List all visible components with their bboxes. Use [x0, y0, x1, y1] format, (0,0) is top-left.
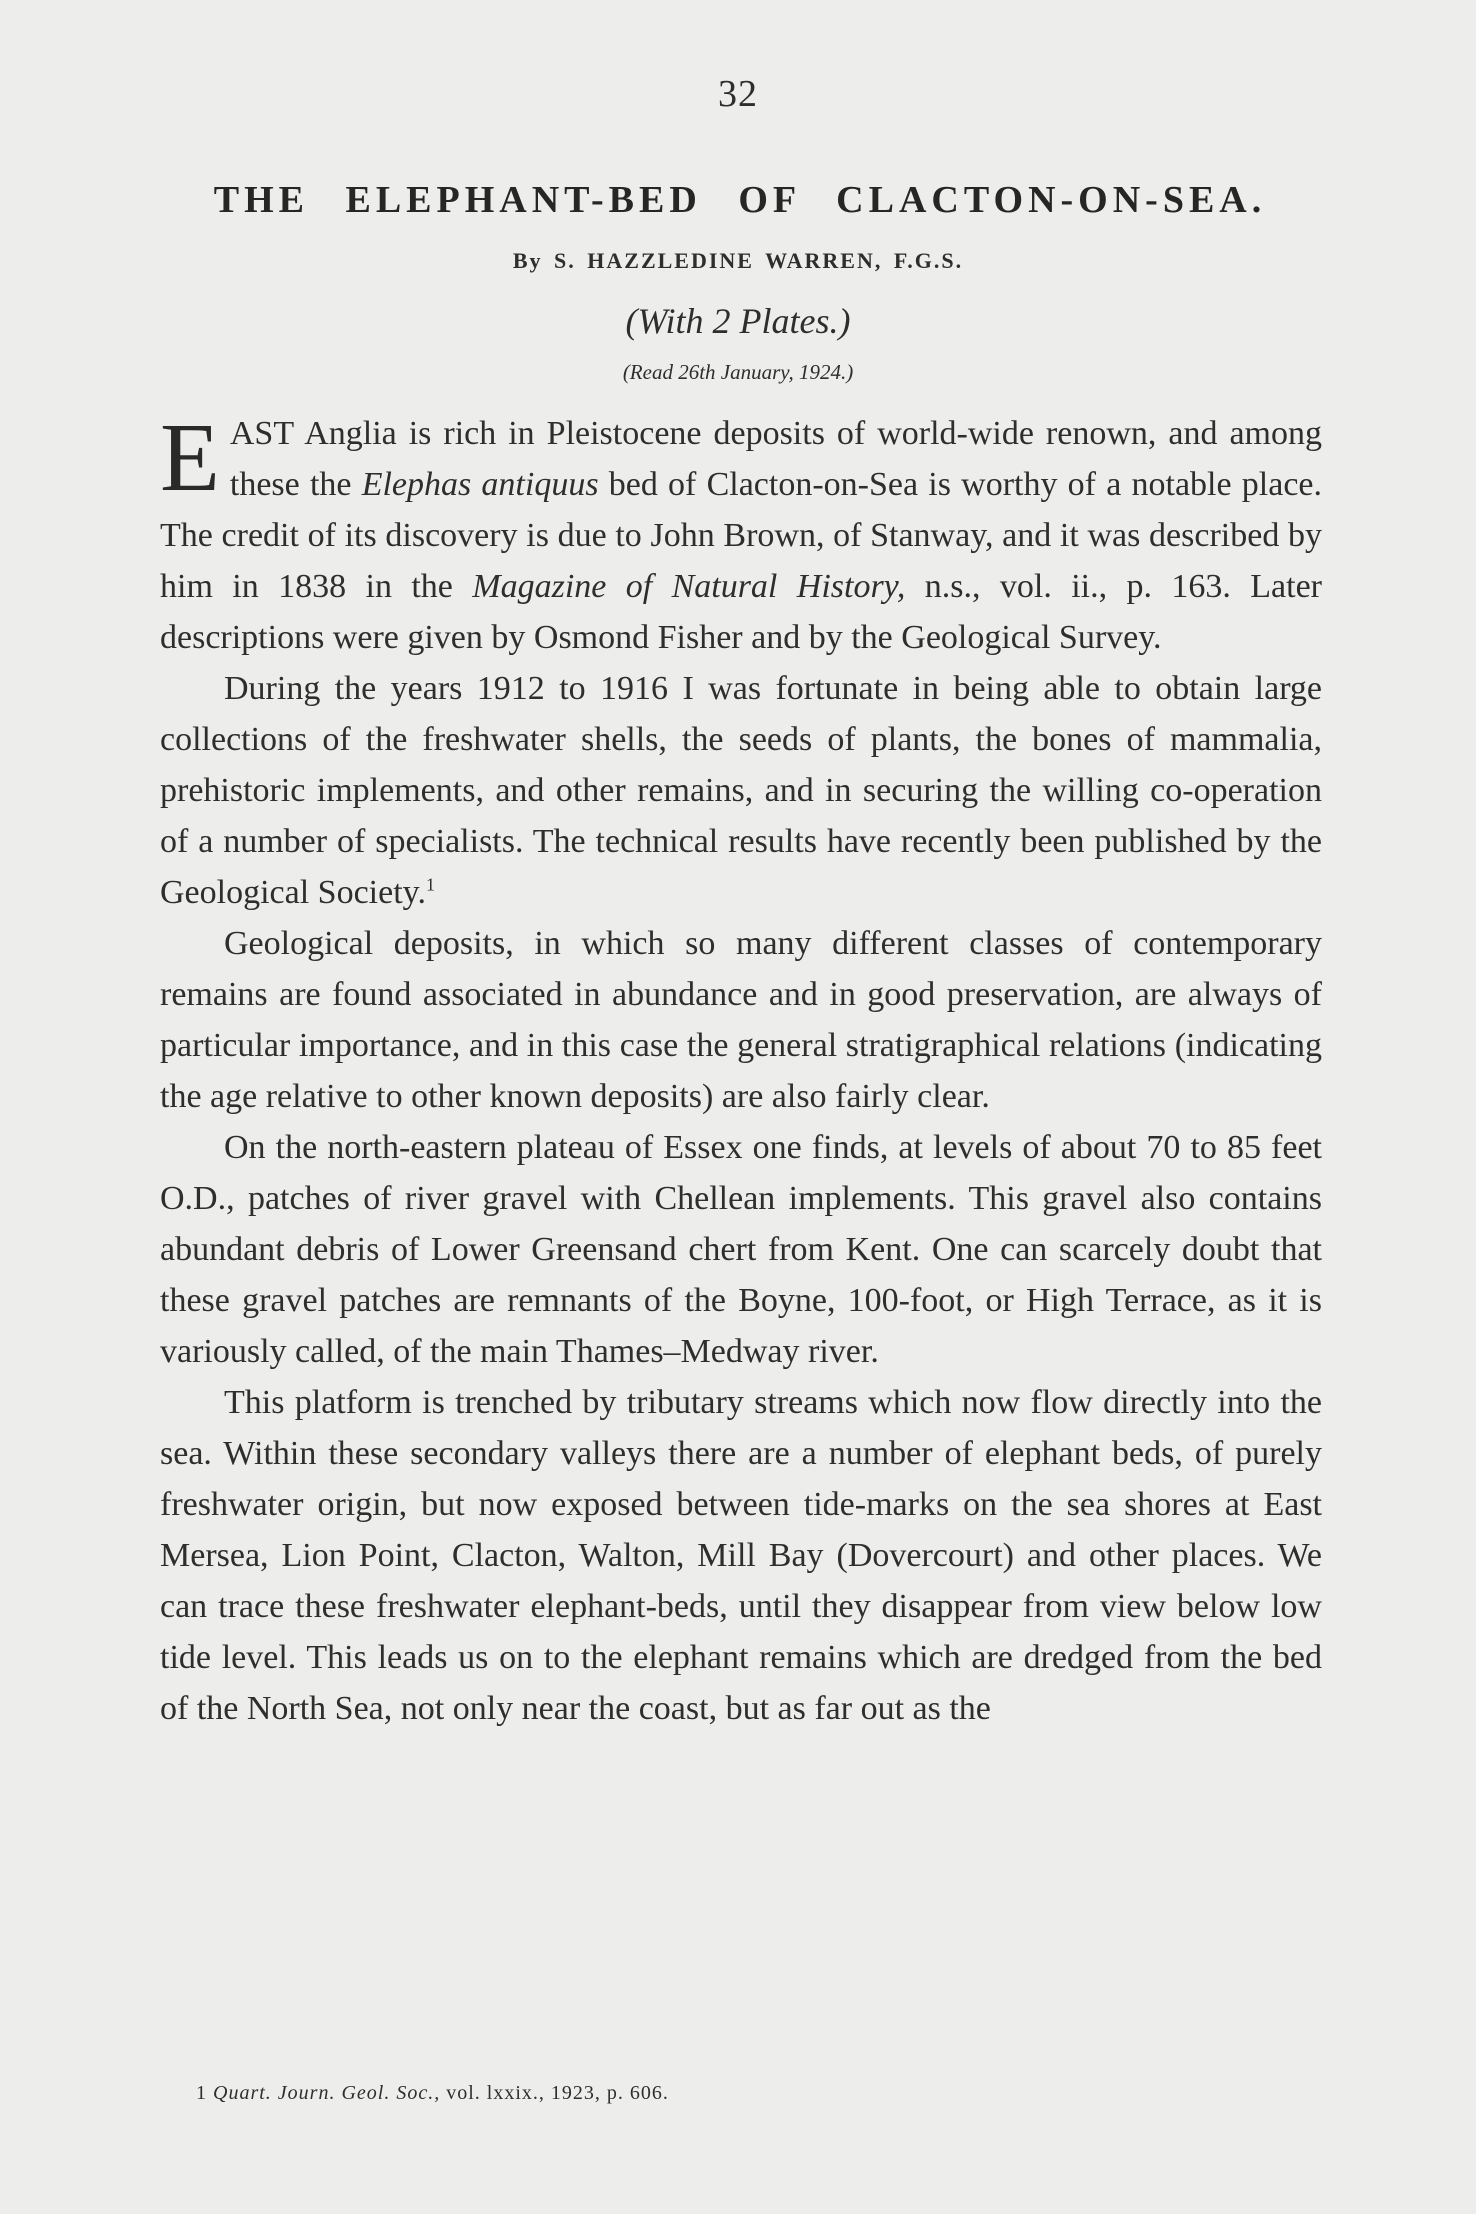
- paragraph-1-italic-b: Magazine of Natural History,: [472, 568, 906, 605]
- footnote-details: vol. lxxix., 1923, p. 606.: [440, 2082, 669, 2104]
- paragraph-3: Geological deposits, in which so many different classes of contemporary remains are found associated in abundance and in good preservation, are always of particular importance, and in this case the general stratigraphical relations (indicating the age relative to other known deposits) are also fairly clear.: [160, 925, 1322, 1115]
- article-title: THE ELEPHANT-BED OF CLACTON-ON-SEA.: [213, 179, 1267, 221]
- paragraph-1-italic-a: Elephas antiquus: [361, 466, 599, 503]
- footnote-marker: 1: [196, 2082, 207, 2104]
- article-body: [160, 404, 1322, 1734]
- page-number: 32: [718, 73, 758, 115]
- footnote-source: Quart. Journ. Geol. Soc.,: [213, 2082, 441, 2104]
- read-date: (Read 26th January, 1924.): [622, 360, 854, 384]
- plates-note: (With 2 Plates.): [625, 301, 851, 341]
- paragraph-1-text-c: n.s., vol. ii., p. 163. Later descriptions were given by Osmond Fisher and by the Geological Survey.: [160, 568, 1322, 656]
- paragraph-2: [160, 663, 1322, 918]
- paragraph-5: This platform is trenched by tributary streams which now flow directly into the sea. Within these secondary valleys there are a number of elephant beds, of purely freshwater origin, but now exposed between tide-marks on the sea shores at East Mersea, Lion Point, Clacton, Walton, Mill Bay (Dovercourt) and other places. We can trace these freshwater elephant-beds, until they disappear from view below low tide level. This leads us on to the elephant remains which are dredged from the bed of the North Sea, not only near the coast, but as far out as the: [160, 1384, 1322, 1727]
- drop-cap: E: [160, 404, 220, 512]
- author-byline: By S. HAZZLEDINE WARREN, F.G.S.: [512, 248, 964, 273]
- paragraph-1-text-b: bed of Clacton-on-Sea is worthy of a notable place. The credit of its discovery is due to John Brown, of Stanway, and it was described by him in 1838 in the: [160, 466, 1322, 605]
- paragraph-1-lead: AST: [229, 415, 295, 452]
- paragraph-4: On the north-eastern plateau of Essex one finds, at levels of about 70 to 85 feet O.D., patches of river gravel with Chellean implements. This gravel also contains abundant debris of Lower Greensand chert from Kent. One can scarcely doubt that these gravel patches are remnants of the Boyne, 100-foot, or High Terrace, as it is variously called, of the main Thames–Medway river.: [160, 1129, 1322, 1370]
- footnote-reference: 1: [425, 874, 435, 895]
- paragraph-1-text-a: Anglia is rich in Pleistocene deposits of world-wide renown, and among these the: [229, 415, 1322, 503]
- paragraph-2-text: During the years 1912 to 1916 I was fortunate in being able to obtain large collections of the freshwater shells, the seeds of plants, the bones of mammalia, prehistoric implements, and other remains, and in securing the willing co-operation of a number of specialists. The technical results have recently been published by the Geological Society.: [160, 670, 1322, 911]
- footnote: [196, 2082, 1316, 2105]
- paragraph-1: [160, 404, 1322, 663]
